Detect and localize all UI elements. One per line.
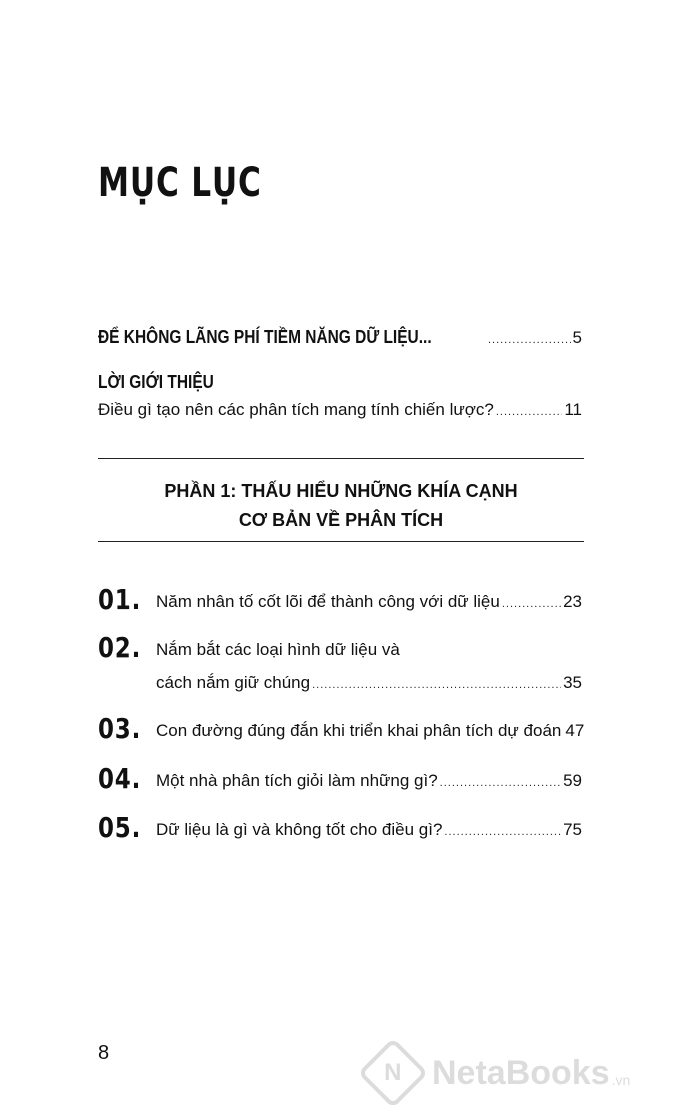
netabooks-logo-icon: N [358, 1038, 429, 1109]
watermark-text: NetaBooks [432, 1053, 610, 1092]
toc-entry-page: 11 [564, 400, 582, 419]
chapter-number: 03. [98, 712, 142, 745]
toc-entry-page: 35 [563, 673, 582, 692]
toc-entry-title: cách nắm giữ chúng [156, 673, 311, 692]
chapter-number: 01. [98, 583, 142, 616]
toc-entry-title: Năm nhân tố cốt lõi để thành công với dữ liệu [156, 592, 500, 611]
toc-entry-title: Dữ liệu là gì và không tốt cho điều gì? [156, 820, 443, 839]
intro-heading: LỜI GIỚI THIỆU [98, 372, 214, 392]
toc-entry-page: 47 [565, 721, 585, 740]
dot-leader [488, 334, 571, 346]
dot-leader [440, 777, 561, 789]
chapter-number: 05. [98, 811, 142, 844]
toc-entry-preface[interactable] [98, 327, 582, 348]
toc-entry-title: Một nhà phân tích giỏi làm những gì? [156, 771, 438, 790]
dot-leader [502, 598, 561, 610]
toc-entry-page: 59 [563, 771, 582, 790]
toc-entry-chapter-2[interactable] [156, 673, 582, 693]
chapter-number: 04. [98, 762, 142, 795]
chapter-number: 02. [98, 631, 142, 664]
dot-leader [496, 406, 563, 418]
toc-entry-title: ĐỂ KHÔNG LÃNG PHÍ TIỀM NĂNG DỮ LIỆU... [98, 327, 432, 347]
toc-entry-chapter-5[interactable] [156, 820, 582, 840]
divider-top [98, 458, 584, 459]
toc-entry-chapter-3[interactable] [156, 721, 585, 741]
page-number: 8 [98, 1042, 110, 1064]
toc-entry-chapter-1[interactable] [156, 592, 582, 612]
part-heading [98, 477, 584, 535]
toc-entry-title: Điều gì tạo nên các phân tích mang tính chiến lược? [98, 400, 494, 419]
toc-entry-title-line1: Nắm bắt các loại hình dữ liệu và [156, 640, 400, 659]
part-heading-line2: CƠ BẢN VỀ PHÂN TÍCH [238, 510, 444, 530]
toc-entry-intro[interactable] [98, 400, 582, 420]
dot-leader [312, 679, 561, 691]
part-heading-line1: PHẦN 1: THẤU HIỂU NHỮNG KHÍA CẠNH [164, 481, 518, 501]
page-title: MỤC LỤC [98, 160, 262, 206]
divider-bottom [98, 541, 584, 542]
watermark-suffix: .vn [611, 1072, 631, 1088]
toc-entry-title: Con đường đúng đắn khi triển khai phân tích dự đoán [156, 721, 562, 740]
toc-entry-page: 5 [572, 328, 582, 347]
toc-entry-chapter-4[interactable] [156, 771, 582, 791]
watermark [368, 1048, 630, 1098]
toc-entry-page: 75 [563, 820, 582, 839]
dot-leader [444, 826, 561, 838]
toc-entry-page: 23 [563, 592, 582, 611]
